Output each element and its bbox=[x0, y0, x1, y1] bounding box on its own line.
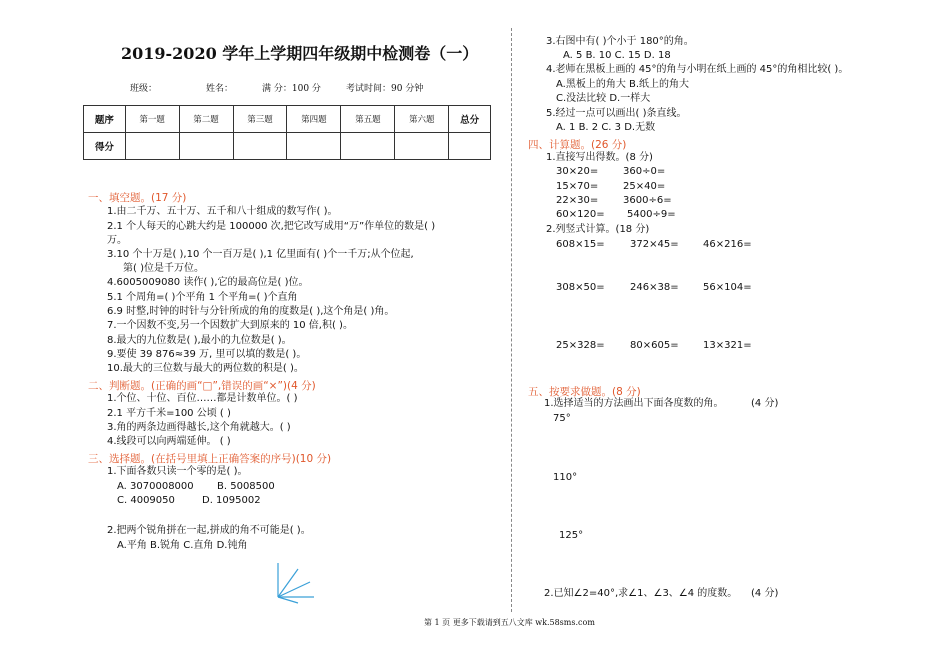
draw-question-points: (4 分) bbox=[751, 398, 779, 409]
score-cell[interactable] bbox=[233, 133, 287, 160]
score-cell[interactable] bbox=[125, 133, 179, 160]
oral-calc-item: 30×20= bbox=[556, 166, 599, 177]
fill-question: 9.要使 39 876≈39 万, 里可以填的数是( )。 bbox=[107, 349, 307, 360]
vertical-calc-item: 308×50= bbox=[556, 282, 605, 293]
vertical-calc-item: 608×15= bbox=[556, 239, 605, 250]
exam-time: 考试时间：90 分钟 bbox=[346, 84, 424, 94]
vertical-calc-item: 246×38= bbox=[630, 282, 679, 293]
score-header: 第四题 bbox=[287, 106, 341, 133]
choice-question: 2.把两个锐角拼在一起,拼成的角不可能是( )。 bbox=[107, 525, 311, 536]
oral-calc-item: 25×40= bbox=[623, 181, 666, 192]
choice-option: A. 3070008000 bbox=[117, 481, 194, 492]
section-4-title: 四、计算题。(26 分) bbox=[528, 139, 627, 151]
score-table bbox=[83, 105, 491, 160]
angle-label: 110° bbox=[553, 472, 578, 483]
oral-calc-item: 22×30= bbox=[556, 195, 599, 206]
vertical-calc-item: 13×321= bbox=[703, 340, 752, 351]
column-divider bbox=[511, 28, 512, 612]
vertical-calc-item: 80×605= bbox=[630, 340, 679, 351]
score-header: 总分 bbox=[449, 106, 491, 133]
score-cell[interactable] bbox=[287, 133, 341, 160]
choice-question: 4.老师在黑板上画的 45°的角与小明在纸上画的 45°的角相比较( )。 bbox=[546, 64, 849, 75]
fill-question: 2.1 个人每天的心跳大约是 100000 次,把它改写成用“万”作单位的数是( ) bbox=[107, 221, 436, 232]
section-2-title: 二、判断题。(正确的画“□”,错误的画“×”)(4 分) bbox=[88, 380, 316, 392]
page-title: 2019-2020 学年上学期四年级期中检测卷（一） bbox=[121, 44, 479, 63]
fill-question: 8.最大的九位数是( ),最小的九位数是( )。 bbox=[107, 335, 292, 346]
oral-calc-item: 5400÷9= bbox=[627, 209, 676, 220]
oral-calc-item: 60×120= bbox=[556, 209, 605, 220]
score-header: 第一题 bbox=[125, 106, 179, 133]
draw-question: 1.选择适当的方法画出下面各度数的角。 bbox=[544, 398, 724, 409]
angle-label: 75° bbox=[553, 413, 571, 424]
judge-question: 1.个位、十位、百位……都是计数单位。( ) bbox=[107, 393, 298, 404]
section-3-title: 三、选择题。(在括号里填上正确答案的序号)(10 分) bbox=[88, 453, 332, 465]
page-footer: 第 1 页 更多下载请到五八文库 wk.58sms.com bbox=[424, 618, 595, 627]
fill-question: 6.9 时整,时钟的时针与分针所成的角的度数是( ),这个角是( )角。 bbox=[107, 306, 395, 317]
angle-rays-figure bbox=[270, 555, 320, 605]
score-cell[interactable] bbox=[449, 133, 491, 160]
angle-question: 2.已知∠2=40°,求∠1、∠3、∠4 的度数。 bbox=[544, 588, 738, 599]
oral-calc-item: 360÷0= bbox=[623, 166, 666, 177]
choice-option: C. 4009050 bbox=[117, 495, 175, 506]
choice-option: A.平角 B.锐角 C.直角 D.钝角 bbox=[117, 540, 248, 551]
oral-calc-item: 15×70= bbox=[556, 181, 599, 192]
fill-question: 3.10 个十万是( ),10 个一百万是( ),1 亿里面有( )个一千万;从个位起, bbox=[107, 249, 414, 260]
choice-option: A. 5 B. 10 C. 15 D. 18 bbox=[563, 50, 671, 61]
full-marks: 满 分：100 分 bbox=[262, 84, 321, 94]
score-header: 题序 bbox=[84, 106, 126, 133]
score-header: 第五题 bbox=[341, 106, 395, 133]
choice-question: 5.经过一点可以画出( )条直线。 bbox=[546, 108, 687, 119]
vertical-calc-item: 372×45= bbox=[630, 239, 679, 250]
score-header: 第三题 bbox=[233, 106, 287, 133]
vertical-calc-item: 25×328= bbox=[556, 340, 605, 351]
name-label: 姓名： bbox=[206, 84, 234, 94]
score-cell[interactable] bbox=[395, 133, 449, 160]
fill-question: 5.1 个周角=( )个平角 1 个平角=( )个直角 bbox=[107, 292, 298, 303]
oral-calc-item: 3600÷6= bbox=[623, 195, 672, 206]
fill-question: 4.6005009080 读作( ),它的最高位是( )位。 bbox=[107, 277, 309, 288]
score-row-label: 得分 bbox=[84, 133, 126, 160]
angle-question-points: (4 分) bbox=[751, 588, 779, 599]
vertical-calc-item: 46×216= bbox=[703, 239, 752, 250]
choice-question: 1.下面各数只读一个零的是( )。 bbox=[107, 466, 248, 477]
calc-question: 2.列竖式计算。(18 分) bbox=[546, 224, 650, 235]
fill-question: 万。 bbox=[107, 235, 127, 246]
choice-option: D. 1095002 bbox=[202, 495, 261, 506]
vertical-calc-item: 56×104= bbox=[703, 282, 752, 293]
choice-question: 3.右图中有( )个小于 180°的角。 bbox=[546, 36, 694, 47]
fill-question: 10.最大的三位数与最大的两位数的积是( )。 bbox=[107, 363, 304, 374]
judge-question: 3.角的两条边画得越长,这个角就越大。( ) bbox=[107, 422, 291, 433]
calc-question: 1.直接写出得数。(8 分) bbox=[546, 152, 653, 163]
fill-question: 1.由二千万、五十万、五千和八十组成的数写作( )。 bbox=[107, 206, 338, 217]
score-header: 第二题 bbox=[179, 106, 233, 133]
choice-option: B. 5008500 bbox=[217, 481, 275, 492]
choice-option: A. 1 B. 2 C. 3 D.无数 bbox=[556, 122, 656, 133]
choice-option: C.没法比较 D.一样大 bbox=[556, 93, 651, 104]
score-header: 第六题 bbox=[395, 106, 449, 133]
score-cell[interactable] bbox=[179, 133, 233, 160]
choice-option: A.黑板上的角大 B.纸上的角大 bbox=[556, 79, 690, 90]
judge-question: 4.线段可以向两端延伸。 ( ) bbox=[107, 436, 231, 447]
section-5-title: 五、按要求做题。(8 分) bbox=[528, 386, 641, 398]
judge-question: 2.1 平方千米=100 公顷 ( ) bbox=[107, 408, 231, 419]
fill-question: 第( )位是千万位。 bbox=[123, 263, 204, 274]
fill-question: 7.一个因数不变,另一个因数扩大到原来的 10 倍,积( )。 bbox=[107, 320, 353, 331]
score-cell[interactable] bbox=[341, 133, 395, 160]
class-label: 班级： bbox=[130, 84, 158, 94]
angle-label: 125° bbox=[559, 530, 584, 541]
section-1-title: 一、填空题。(17 分) bbox=[88, 192, 187, 204]
